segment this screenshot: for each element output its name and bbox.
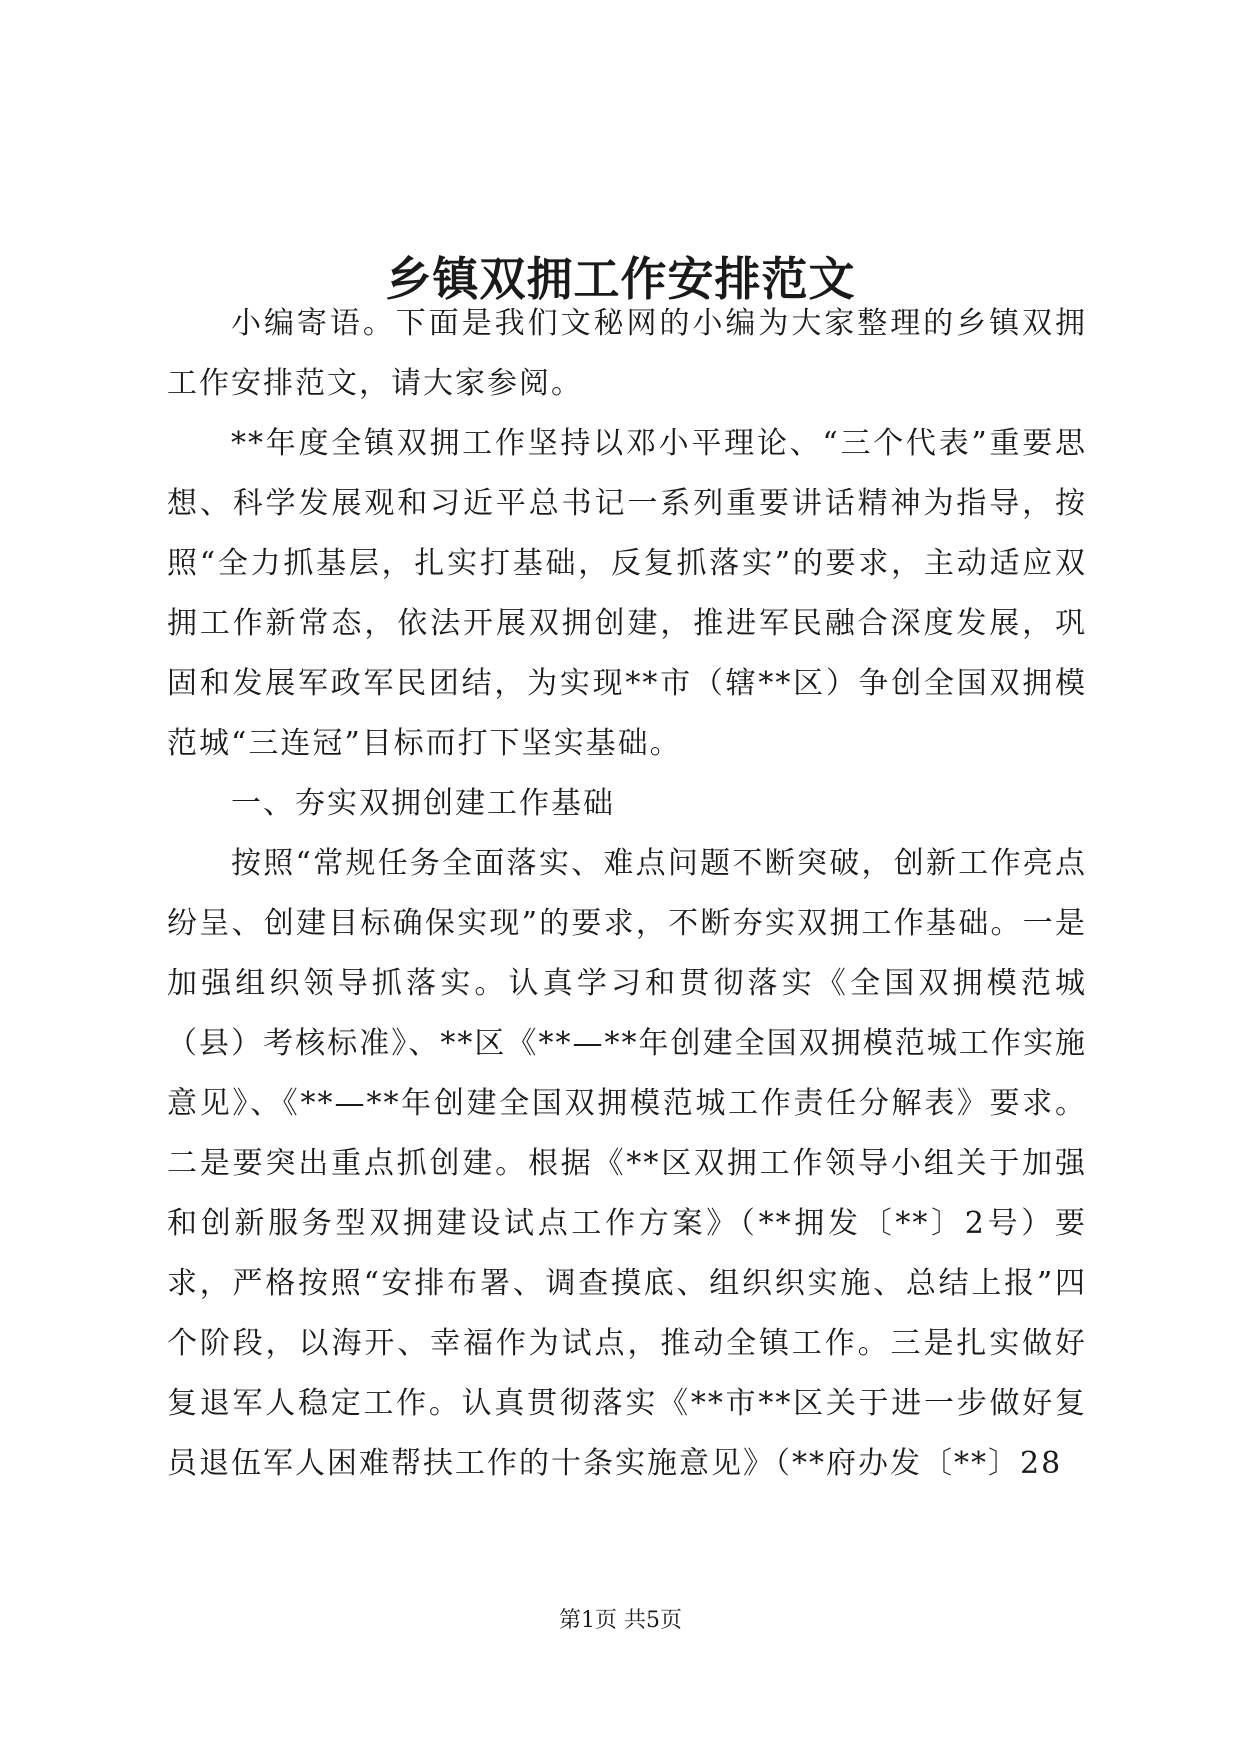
paragraph-intro: 小编寄语。下面是我们文秘网的小编为大家整理的乡镇双拥工作安排范文，请大家参阅。 (167, 306, 1087, 401)
paragraph-overview: **年度全镇双拥工作坚持以邓小平理论、“三个代表”重要思想、科学发展观和习近平总书记一系列重要讲话精神为指导，按照“全力抓基层，扎实打基础，反复抓落实”的要求，主动适应双拥工作新常态，依法开展双拥创建，推进军民融合深度发展，巩固和发展军政军民团结，为实现**市（辖**区）争创全国双拥模范城“三连冠”目标而打下坚实基础。 (167, 426, 1087, 761)
page-footer: 第1页 共5页 (559, 1608, 682, 1633)
section-heading-1: 一、夯实双拥创建工作基础 (231, 786, 615, 821)
document-title: 乡镇双拥工作安排范文 (385, 251, 856, 306)
document-body (167, 294, 1087, 1494)
paragraph-section-1: 按照“常规任务全面落实、难点问题不断突破，创新工作亮点纷呈、创建目标确保实现”的要求，不断夯实双拥工作基础。一是加强组织领导抓落实。认真学习和贯彻落实《全国双拥模范城（县）考核标准》、**区《**—**年创建全国双拥模范城工作实施意见》、《**—**年创建全国双拥模范城工作责任分解表》要求。二是要突出重点抓创建。根据《**区双拥工作领导小组关于加强和创新服务型双拥建设试点工作方案》（**拥发〔**〕2号）要求，严格按照“安排布署、调查摸底、组织织实施、总结上报”四个阶段，以海开、幸福作为试点，推动全镇工作。三是扎实做好复退军人稳定工作。认真贯彻落实《**市**区关于进一步做好复员退伍军人困难帮扶工作的十条实施意见》（**府办发〔**〕28 (167, 846, 1087, 1481)
